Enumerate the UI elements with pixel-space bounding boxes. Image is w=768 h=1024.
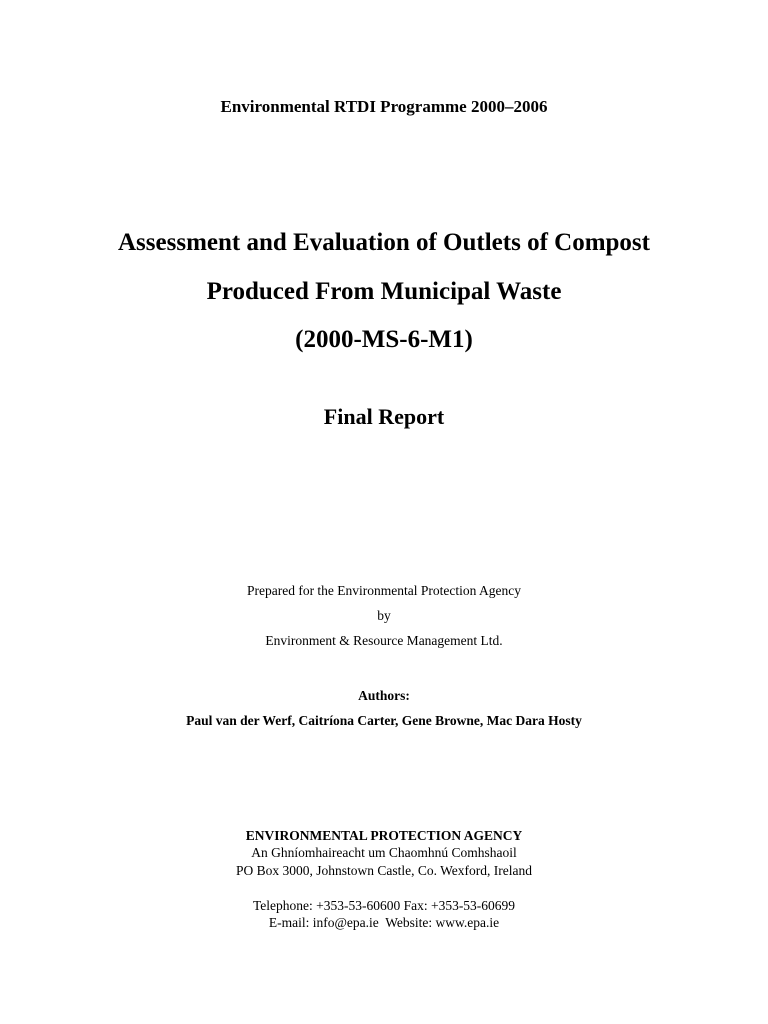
prepared-by-text: Environment & Resource Management Ltd. [265,633,503,648]
agency-irish-name: An Ghníomhaireacht um Chaomhnú Comhshaoil [251,845,517,860]
authors-heading: Authors: [358,688,410,703]
agency-address: PO Box 3000, Johnstown Castle, Co. Wexford, Ireland [235,863,533,878]
agency-name: ENVIRONMENTAL PROTECTION AGENCY [245,828,523,843]
by-text: by [377,608,391,623]
report-type: Final Report [323,404,445,429]
report-title-line-2: Produced From Municipal Waste [206,278,562,305]
programme-heading: Environmental RTDI Programme 2000–2006 [220,97,548,116]
report-title-line-1: Assessment and Evaluation of Outlets of Compost [118,229,650,256]
authors-names: Paul van der Werf, Caitríona Carter, Gene Browne, Mac Dara Hosty [186,713,582,728]
agency-email-website: E-mail: info@epa.ie Website: www.epa.ie [268,915,500,930]
agency-phone-fax: Telephone: +353-53-60600 Fax: +353-53-60699 [252,898,516,913]
project-code: (2000-MS-6-M1) [295,326,473,353]
prepared-for-text: Prepared for the Environmental Protection Agency [246,583,522,598]
